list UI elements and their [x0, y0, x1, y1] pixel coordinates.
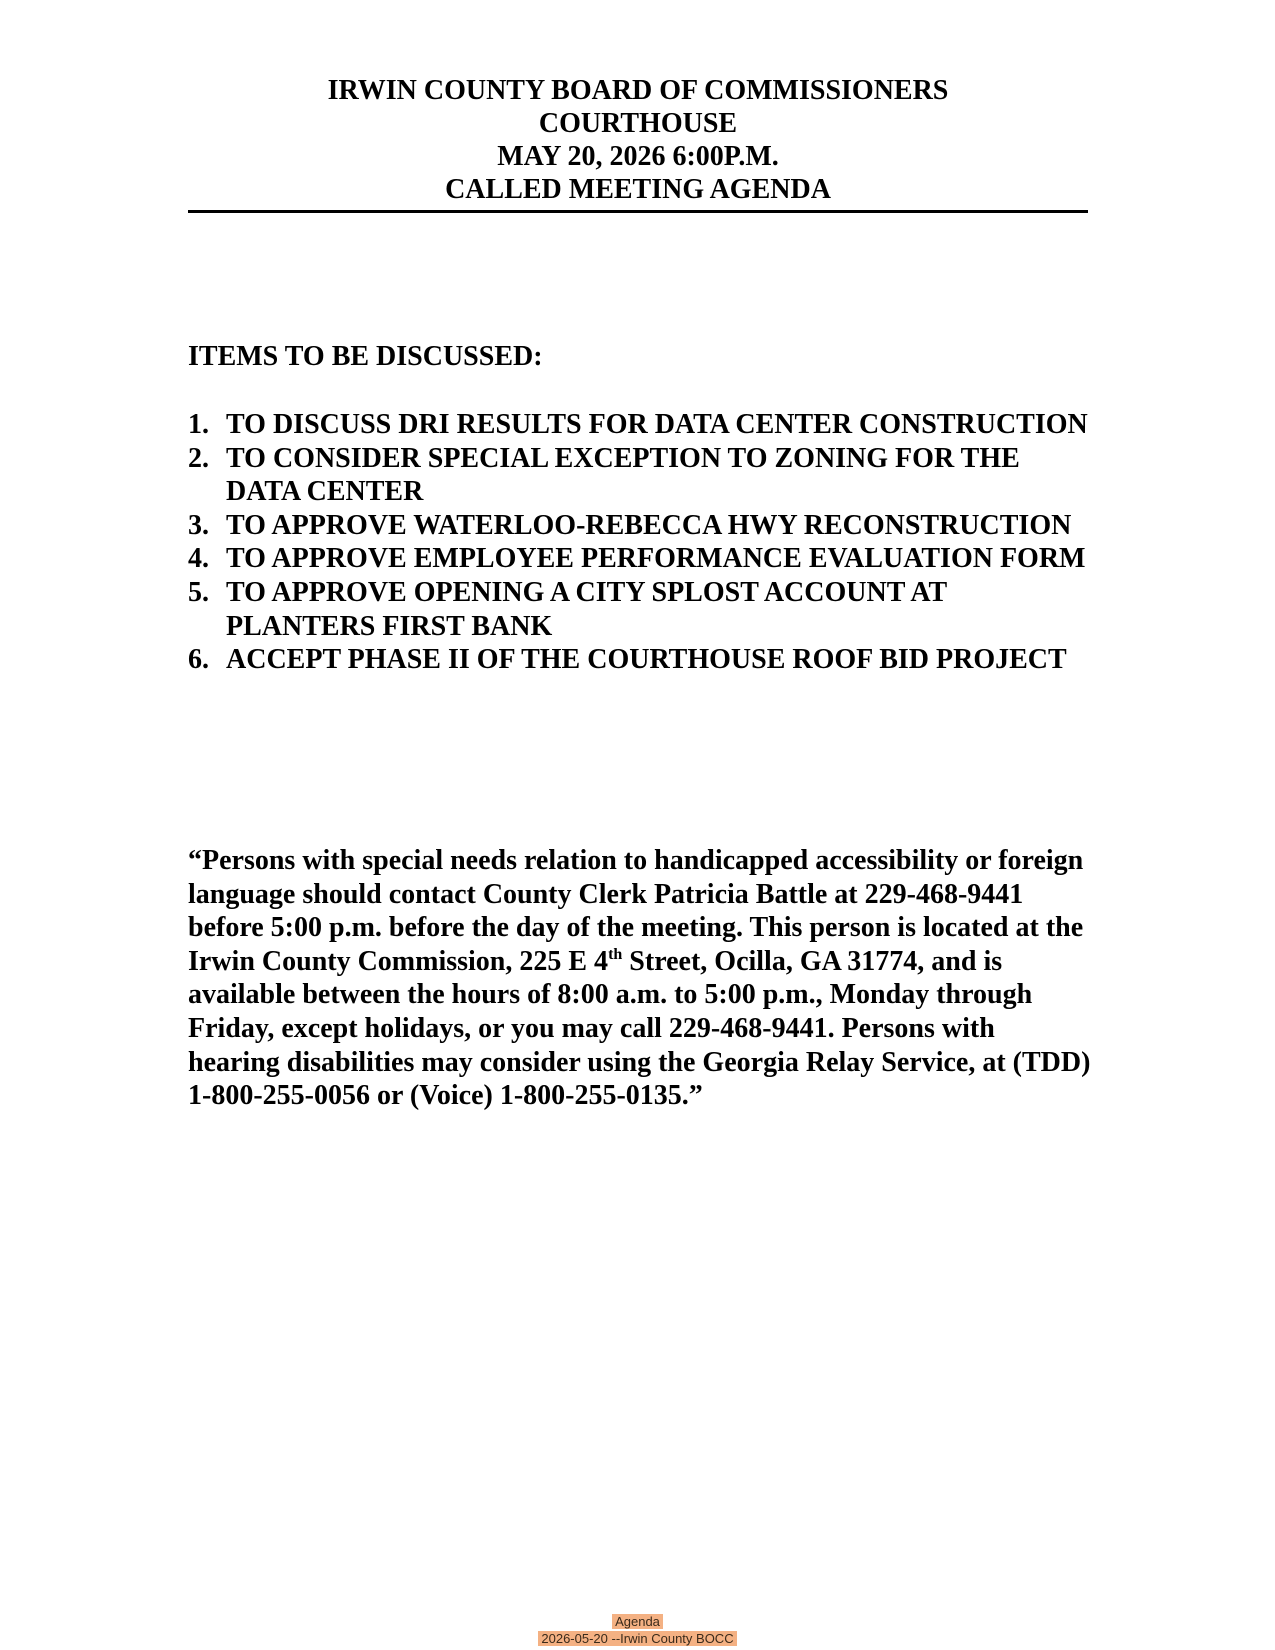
agenda-item-text: TO APPROVE OPENING A CITY SPLOST ACCOUNT AT PLANTERS FIRST BANK — [226, 576, 947, 642]
header-divider — [188, 210, 1088, 213]
notice-text-part-1: “Persons with special needs relation to handicapped accessibility or foreign language should contact County Clerk Patricia Battle at 229-468-9441 before 5:00 p.m. before the day of the meeting. This person is located at the Irwin County Commission, 225 E 4 — [188, 845, 1084, 977]
agenda-item-number: 4. — [188, 543, 209, 575]
agenda-item-text: ACCEPT PHASE II OF THE COURTHOUSE ROOF BID PROJECT — [226, 644, 1067, 676]
agenda-item — [188, 576, 1088, 643]
agenda-item-number: 6. — [188, 644, 209, 676]
agenda-item — [188, 408, 1088, 442]
agenda-item-text: TO APPROVE EMPLOYEE PERFORMANCE EVALUATION FORM — [226, 543, 1086, 575]
agenda-item — [188, 542, 1088, 576]
document-stamp-meeting — [0, 1631, 1275, 1647]
agenda-item-number: 2. — [188, 442, 209, 474]
stamp-agenda-label: Agenda — [612, 1614, 663, 1629]
notice-ordinal-suffix: th — [608, 945, 623, 963]
header-meeting-type: CALLED MEETING AGENDA — [445, 174, 831, 205]
agenda-item-number: 1. — [188, 409, 209, 440]
stamp-meeting-label: 2026-05-20 --Irwin County BOCC — [538, 1631, 736, 1646]
header-board-name: IRWIN COUNTY BOARD OF COMMISSIONERS — [327, 75, 949, 106]
agenda-item-text: TO CONSIDER SPECIAL EXCEPTION TO ZONING FOR THE DATA CENTER — [226, 442, 1020, 508]
header-date-time: MAY 20, 2026 6:00P.M. — [497, 141, 779, 172]
agenda-item-text: TO DISCUSS DRI RESULTS FOR DATA CENTER CONSTRUCTION — [226, 409, 1088, 440]
agenda-item — [188, 442, 1088, 509]
agenda-list — [188, 408, 1088, 677]
document-header — [188, 74, 1088, 206]
agenda-item-number: 3. — [188, 509, 209, 541]
agenda-item-text: TO APPROVE WATERLOO-REBECCA HWY RECONSTRUCTION — [226, 509, 1072, 541]
accessibility-notice — [188, 844, 1093, 1113]
document-stamp-label — [0, 1614, 1275, 1630]
notice-text-part-2: Street, Ocilla, GA 31774, and is available between the hours of 8:00 a.m. to 5:00 p.m., Monday through Friday, except holidays, or you may call 229-468-9441. Persons with hearing disabilities may consider using the Georgia Relay Service, at (TDD) 1-800-255-0056 or (Voice) 1-800-255-0135.” — [188, 945, 1091, 1112]
agenda-item-number: 5. — [188, 576, 209, 608]
section-heading: ITEMS TO BE DISCUSSED: — [188, 341, 543, 372]
agenda-item — [188, 643, 1088, 677]
agenda-item — [188, 509, 1088, 543]
header-location: COURTHOUSE — [538, 108, 738, 139]
